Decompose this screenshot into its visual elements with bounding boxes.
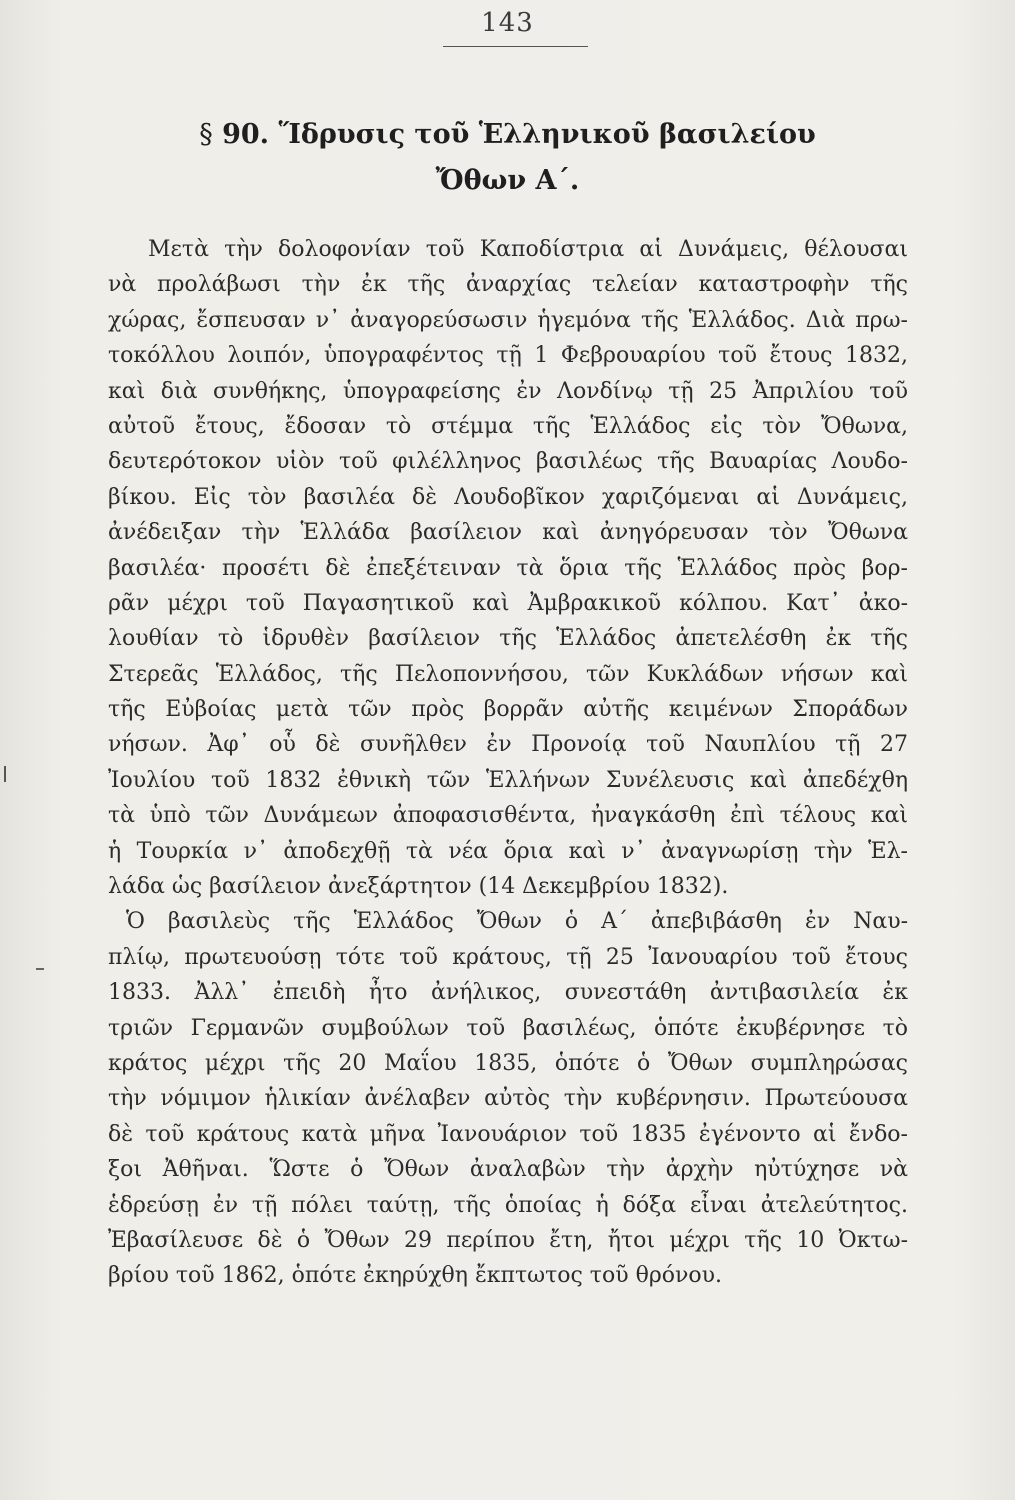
text-line: ἀνέδειξαν τὴν Ἑλλάδα βασίλειον καὶ ἀνηγόρευσαν τὸν Ὄθωνα — [108, 520, 908, 546]
section-heading-line-2: Ὄθων Α΄. — [435, 165, 580, 196]
text-line: τοκόλλου λοιπόν, ὑπογραφέντος τῇ 1 Φεβρουαρίου τοῦ ἔτους 1832, — [108, 343, 908, 369]
text-line: τριῶν Γερμανῶν συμβούλων τοῦ βασιλέως, ὁπότε ἐκυβέρνησε τὸ — [108, 1015, 908, 1041]
margin-mark — [4, 766, 12, 782]
text-line: καὶ διὰ συνθήκης, ὑπογραφείσης ἐν Λονδίνῳ τῇ 25 Ἀπριλίου τοῦ — [108, 378, 908, 404]
text-line: δὲ τοῦ κράτους κατὰ μῆνα Ἰανουάριον τοῦ 1835 ἐγένοντο αἱ ἔνδο- — [108, 1121, 908, 1147]
text-line: Ἐβασίλευσε δὲ ὁ Ὄθων 29 περίπου ἔτη, ἤτοι μέχρι τῆς 10 Ὀκτω- — [108, 1227, 908, 1253]
page-number-rule — [443, 46, 588, 47]
text-line: ξοι Ἀθῆναι. Ὥστε ὁ Ὄθων ἀναλαβὼν τὴν ἀρχὴν ηὐτύχησε νὰ — [108, 1157, 908, 1183]
text-line: βρίου τοῦ 1862, ὁπότε ἐκηρύχθη ἔκπτωτος τοῦ θρόνου. — [108, 1263, 723, 1289]
text-line: λάδα ὡς βασίλειον ἀνεξάρτητον (14 Δεκεμβρίου 1832). — [108, 874, 729, 900]
text-line: τὰ ὑπὸ τῶν Δυνάμεων ἀποφασισθέντα, ἠναγκάσθη ἐπὶ τέλους καὶ — [108, 803, 908, 829]
paragraph — [108, 904, 908, 1293]
paragraph — [108, 232, 908, 904]
text-line: Στερεᾶς Ἑλλάδος, τῆς Πελοποννήσου, τῶν Κυκλάδων νήσων καὶ — [108, 661, 908, 687]
text-line: δευτερότοκον υἱὸν τοῦ φιλέλληνος βασιλέως τῆς Βαυαρίας Λουδο- — [108, 449, 908, 475]
text-line: τῆς Εὐβοίας μετὰ τῶν πρὸς βορρᾶν αὐτῆς κειμένων Σποράδων — [108, 697, 908, 723]
body-text — [108, 232, 908, 1294]
text-line: νὰ προλάβωσι τὴν ἐκ τῆς ἀναρχίας τελείαν καταστροφὴν τῆς — [108, 272, 908, 298]
text-line: λουθίαν τὸ ἱδρυθὲν βασίλειον τῆς Ἑλλάδος ἀπετελέσθη ἐκ τῆς — [108, 626, 908, 652]
text-line: Ἰουλίου τοῦ 1832 ἐθνικὴ τῶν Ἑλλήνων Συνέλευσις καὶ ἀπεδέχθη — [108, 767, 908, 793]
text-line: Μετὰ τὴν δολοφονίαν τοῦ Καποδίστρια αἱ Δυνάμεις, θέλουσαι — [148, 237, 908, 262]
text-line: Ὁ βασιλεὺς τῆς Ἑλλάδος Ὄθων ὁ Α΄ ἀπεβιβάσθη ἐν Ναυ- — [126, 909, 908, 935]
page-number: 143 — [481, 8, 534, 38]
section-heading — [60, 112, 955, 204]
section-heading-line-1 — [60, 112, 955, 158]
section-heading-title: 90. Ἵδρυσις τοῦ Ἑλληνικοῦ βασιλείου — [222, 119, 816, 150]
text-line: ἑδρεύσῃ ἐν τῇ πόλει ταύτῃ, τῆς ὁποίας ἡ δόξα εἶναι ἀτελεύτητος. — [108, 1192, 908, 1218]
text-line: κράτος μέχρι τῆς 20 Μαΐου 1835, ὁπότε ὁ Ὄθων συμπληρώσας — [108, 1050, 908, 1076]
text-line: νήσων. Ἀφ᾽ οὗ δὲ συνῆλθεν ἐν Προνοίᾳ τοῦ Ναυπλίου τῇ 27 — [108, 732, 908, 758]
text-line: βίκου. Εἰς τὸν βασιλέα δὲ Λουδοβῖκον χαριζόμεναι αἱ Δυνάμεις, — [108, 484, 908, 510]
margin-dash — [36, 968, 44, 970]
text-line: ρᾶν μέχρι τοῦ Παγασητικοῦ καὶ Ἀμβρακικοῦ κόλπου. Κατ᾽ ἀκο- — [108, 590, 908, 616]
text-line: χώρας, ἔσπευσαν ν᾽ ἀναγορεύσωσιν ἡγεμόνα τῆς Ἑλλάδος. Διὰ πρω- — [108, 307, 908, 333]
text-line: ἡ Τουρκία ν᾽ ἀποδεχθῇ τὰ νέα ὅρια καὶ ν᾽ ἀναγνωρίσῃ τὴν Ἑλ- — [108, 838, 908, 864]
text-line: πλίῳ, πρωτευούσῃ τότε τοῦ κράτους, τῇ 25 Ἰανουαρίου τοῦ ἔτους — [108, 944, 908, 970]
text-line: αὐτοῦ ἔτους, ἔδοσαν τὸ στέμμα τῆς Ἑλλάδος εἰς τὸν Ὄθωνα, — [108, 413, 908, 439]
text-line: 1833. Ἀλλ᾽ ἐπειδὴ ἦτο ἀνήλικος, συνεστάθη ἀντιβασιλεία ἐκ — [108, 980, 908, 1006]
section-mark: § — [199, 119, 213, 150]
text-line: τὴν νόμιμον ἡλικίαν ἀνέλαβεν αὐτὸς τὴν κυβέρνησιν. Πρωτεύουσα — [108, 1086, 908, 1112]
text-line: βασιλέα· προσέτι δὲ ἐπεξέτειναν τὰ ὅρια τῆς Ἑλλάδος πρὸς βορ- — [108, 555, 908, 581]
